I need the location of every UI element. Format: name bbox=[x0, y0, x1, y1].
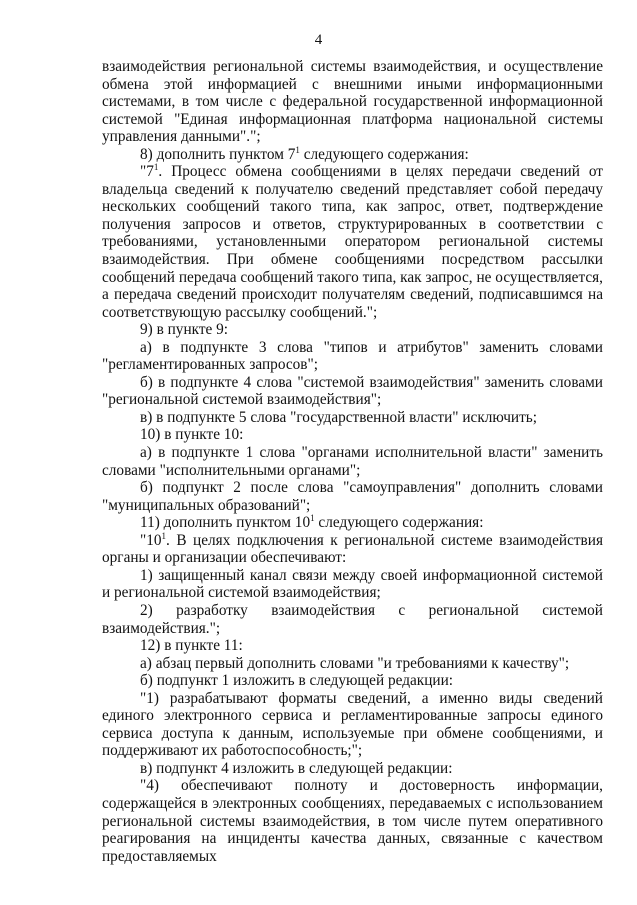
paragraph-item-9b: б) в подпункте 4 слова "системой взаимодействия" заменить словами "региональной системой взаимодействия"; bbox=[102, 373, 603, 409]
paragraph-item-11: 11) дополнить пунктом $10^1$ следующего содержания: bbox=[140, 513, 484, 532]
paragraph-continuation: взаимодействия региональной системы взаимодействия, и осуществление обмена этой информацией с внешними иными информационными системами, в том числе с федеральной государственной информационной системой "Единая информационная платформа национальной системы управления данными"."; bbox=[102, 58, 603, 146]
paragraph-subitem-1: 1) защищенный канал связи между своей информационной системой и региональной системой взаимодействия; bbox=[102, 566, 603, 602]
paragraph-item-8: 8) дополнить пунктом $7^1$ следующего содержания: bbox=[140, 144, 469, 163]
paragraph-item-10: 10) в пункте 10: bbox=[140, 426, 244, 444]
paragraph-item-12a: а) абзац первый дополнить словами "и требованиями к качеству"; bbox=[140, 654, 570, 672]
paragraph-item-10b: б) подпункт 2 после слова "самоуправления" дополнить словами "муниципальных образований"; bbox=[102, 479, 603, 514]
paragraph-quoted-subitem-4: "4) обеспечивают полноту и достоверность информации, содержащейся в электронных сообщениях, передаваемых с использованием региональной системы взаимодействия, в том числе путем оперативного реагирования на инциденты качества данных, связанные с качеством предоставляемых bbox=[102, 777, 603, 865]
paragraph-quoted-subitem-1: "1) разрабатывают форматы сведений, а именно виды сведений единого электронного сервиса и регламентированные запросы единого сервиса доступа к данным, используемые при обмене сообщениями, и поддерживают их работоспособность;"; bbox=[102, 689, 603, 760]
paragraph-item-9: 9) в пункте 9: bbox=[140, 321, 229, 339]
paragraph-point-7-1: "$7^1$. Процесс обмена сообщениями в целях передачи сведений от владельца сведений к получателю сведений представляет собой передачу нескольких сообщений такого типа, как запрос, ответ, подтверждение получения запросов и ответов, структурированных в соответствии с требованиями, установленными оператором региональной системы взаимодействия. При обмене сообщениями посредством рассылки сообщений передача сообщений такого типа, как запрос, не осуществляется, а передача сведений происходит получателям сведений, подписавшимся на соответствующую рассылку сообщений."; bbox=[102, 162, 603, 321]
paragraph-item-10a: а) в подпункте 1 слова "органами исполнительной власти" заменить словами "исполнительными органами"; bbox=[102, 444, 603, 479]
paragraph-item-12b: б) подпункт 1 изложить в следующей редакции: bbox=[140, 672, 454, 690]
paragraph-item-9v: в) в подпункте 5 слова "государственной власти" исключить; bbox=[140, 408, 538, 426]
paragraph-item-9a: а) в подпункте 3 слова "типов и атрибутов" заменить словами "регламентированных запросов"; bbox=[102, 338, 603, 374]
paragraph-subitem-2: 2) разработку взаимодействия с региональной системой взаимодействия."; bbox=[102, 601, 603, 637]
paragraph-point-10-1: "$10^1$. В целях подключения к региональной системе взаимодействия органы и организации обеспечивают: bbox=[102, 530, 603, 567]
paragraph-item-12v: в) подпункт 4 изложить в следующей редакции: bbox=[140, 759, 453, 777]
page-number: 4 bbox=[314, 32, 323, 48]
paragraph-item-12: 12) в пункте 11: bbox=[140, 637, 243, 655]
document-body bbox=[102, 58, 603, 865]
